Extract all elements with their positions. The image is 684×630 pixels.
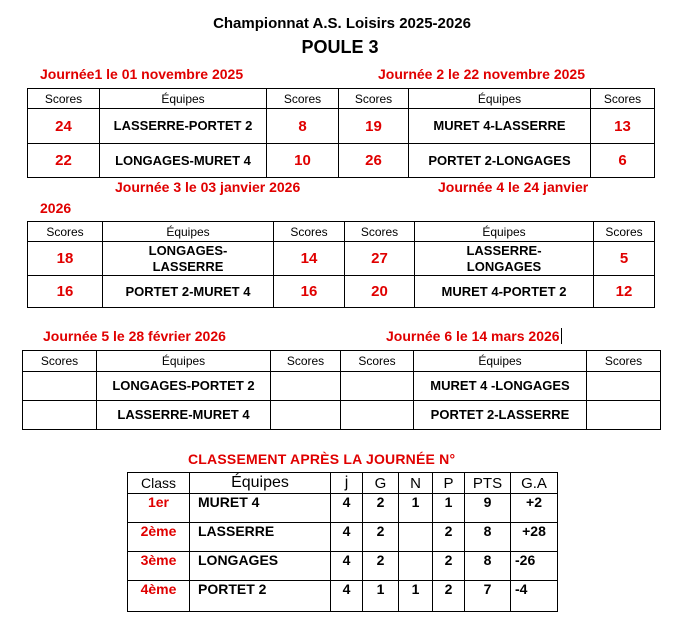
match-teams: LASSERRE-PORTET 2 — [100, 109, 267, 144]
team-name: PORTET 2 — [190, 581, 331, 612]
header-pts: PTS — [465, 473, 511, 494]
away-score: 5 — [594, 242, 655, 276]
header-equipes: Équipes — [100, 89, 267, 109]
header-p: P — [433, 473, 465, 494]
team-name: LASSERRE — [190, 523, 331, 552]
header-scores: Scores — [591, 89, 655, 109]
won: 2 — [363, 523, 399, 552]
header-scores: Scores — [274, 222, 345, 242]
table-row — [23, 372, 661, 401]
match-teams: MURET 4-PORTET 2 — [415, 276, 594, 308]
championship-title: Championnat A.S. Loisirs 2025-2026 — [213, 15, 471, 32]
away-score: 13 — [591, 109, 655, 144]
played: 4 — [331, 581, 363, 612]
goal-average: +2 — [511, 494, 558, 523]
match-teams: PORTET 2-LASSERRE — [414, 401, 587, 430]
table-row — [28, 242, 655, 276]
classement-table — [127, 472, 558, 612]
away-score: 6 — [591, 144, 655, 178]
match-teams: PORTET 2-MURET 4 — [103, 276, 274, 308]
header-scores: Scores — [23, 351, 97, 372]
table-row — [28, 144, 655, 178]
drawn — [399, 552, 433, 581]
points: 9 — [465, 494, 511, 523]
away-score[interactable] — [271, 401, 341, 430]
away-score: 14 — [274, 242, 345, 276]
lost: 1 — [433, 494, 465, 523]
match-teams: LONGAGES-MURET 4 — [100, 144, 267, 178]
journee-4-label-overflow: 2026 — [40, 200, 72, 216]
goal-average: -4 — [511, 581, 558, 612]
header-equipes: Équipes — [190, 473, 331, 494]
header-class: Class — [128, 473, 190, 494]
home-score: 18 — [28, 242, 103, 276]
table-row — [28, 276, 655, 308]
played: 4 — [331, 552, 363, 581]
poule-title: POULE 3 — [301, 37, 379, 57]
points: 8 — [465, 552, 511, 581]
drawn: 1 — [399, 494, 433, 523]
header-scores: Scores — [28, 222, 103, 242]
journee-5-6-table — [22, 350, 661, 430]
classement-row — [128, 494, 558, 523]
header-equipes: Équipes — [414, 351, 587, 372]
home-score[interactable] — [23, 401, 97, 430]
match-teams: LONGAGES-PORTET 2 — [97, 372, 271, 401]
match-teams: LONGAGES-LASSERRE — [103, 242, 274, 276]
team-name: LONGAGES — [190, 552, 331, 581]
played: 4 — [331, 523, 363, 552]
table-row — [23, 401, 661, 430]
match-teams: LASSERRE-MURET 4 — [97, 401, 271, 430]
classement-title: CLASSEMENT APRÈS LA JOURNÉE N° — [188, 451, 456, 467]
journee-3-4-table — [27, 221, 655, 308]
won: 1 — [363, 581, 399, 612]
rank: 2ème — [128, 523, 190, 552]
match-teams: LASSERRE-LONGAGES — [415, 242, 594, 276]
away-score: 12 — [594, 276, 655, 308]
rank: 4ème — [128, 581, 190, 612]
header-scores: Scores — [28, 89, 100, 109]
lost: 2 — [433, 581, 465, 612]
away-score[interactable] — [271, 372, 341, 401]
drawn: 1 — [399, 581, 433, 612]
header-scores: Scores — [267, 89, 339, 109]
header-scores: Scores — [587, 351, 661, 372]
home-score: 19 — [339, 109, 409, 144]
away-score: 16 — [274, 276, 345, 308]
header-scores: Scores — [339, 89, 409, 109]
text-cursor — [561, 328, 562, 344]
header-equipes: Équipes — [97, 351, 271, 372]
home-score: 20 — [345, 276, 415, 308]
drawn — [399, 523, 433, 552]
classement-row — [128, 523, 558, 552]
header-scores: Scores — [594, 222, 655, 242]
points: 8 — [465, 523, 511, 552]
header-equipes: Équipes — [103, 222, 274, 242]
home-score: 24 — [28, 109, 100, 144]
table-header-row — [28, 89, 655, 109]
match-teams: MURET 4-LASSERRE — [409, 109, 591, 144]
journee-6-label-wrap — [386, 328, 562, 344]
journee-4-label: Journée 4 le 24 janvier — [438, 179, 589, 195]
header-equipes: Équipes — [415, 222, 594, 242]
away-score[interactable] — [587, 401, 661, 430]
points: 7 — [465, 581, 511, 612]
table-header-row — [23, 351, 661, 372]
journee-1-label: Journée1 le 01 novembre 2025 — [40, 66, 244, 82]
journee-6-label: Journée 6 le 14 mars 2026 — [386, 328, 560, 344]
team-name: MURET 4 — [190, 494, 331, 523]
table-row — [28, 109, 655, 144]
home-score: 27 — [345, 242, 415, 276]
won: 2 — [363, 552, 399, 581]
classement-row — [128, 581, 558, 612]
goal-average: -26 — [511, 552, 558, 581]
journee-5-label: Journée 5 le 28 février 2026 — [43, 328, 226, 344]
header-g: G — [363, 473, 399, 494]
won: 2 — [363, 494, 399, 523]
header-ga: G.A — [511, 473, 558, 494]
home-score[interactable] — [341, 401, 414, 430]
journee-1-2-table — [27, 88, 655, 178]
header-scores: Scores — [341, 351, 414, 372]
goal-average: +28 — [511, 523, 558, 552]
header-j: j — [331, 473, 363, 494]
match-teams: MURET 4 -LONGAGES — [414, 372, 587, 401]
home-score[interactable] — [341, 372, 414, 401]
home-score: 16 — [28, 276, 103, 308]
home-score: 22 — [28, 144, 100, 178]
header-n: N — [399, 473, 433, 494]
home-score[interactable] — [23, 372, 97, 401]
journee-3-label: Journée 3 le 03 janvier 2026 — [115, 179, 301, 195]
header-scores: Scores — [271, 351, 341, 372]
away-score[interactable] — [587, 372, 661, 401]
classement-header-row — [128, 473, 558, 494]
match-teams: PORTET 2-LONGAGES — [409, 144, 591, 178]
away-score: 8 — [267, 109, 339, 144]
rank: 3ème — [128, 552, 190, 581]
lost: 2 — [433, 523, 465, 552]
rank: 1er — [128, 494, 190, 523]
lost: 2 — [433, 552, 465, 581]
away-score: 10 — [267, 144, 339, 178]
journee-2-label: Journée 2 le 22 novembre 2025 — [378, 66, 585, 82]
header-scores: Scores — [345, 222, 415, 242]
played: 4 — [331, 494, 363, 523]
header-equipes: Équipes — [409, 89, 591, 109]
classement-row — [128, 552, 558, 581]
table-header-row — [28, 222, 655, 242]
home-score: 26 — [339, 144, 409, 178]
